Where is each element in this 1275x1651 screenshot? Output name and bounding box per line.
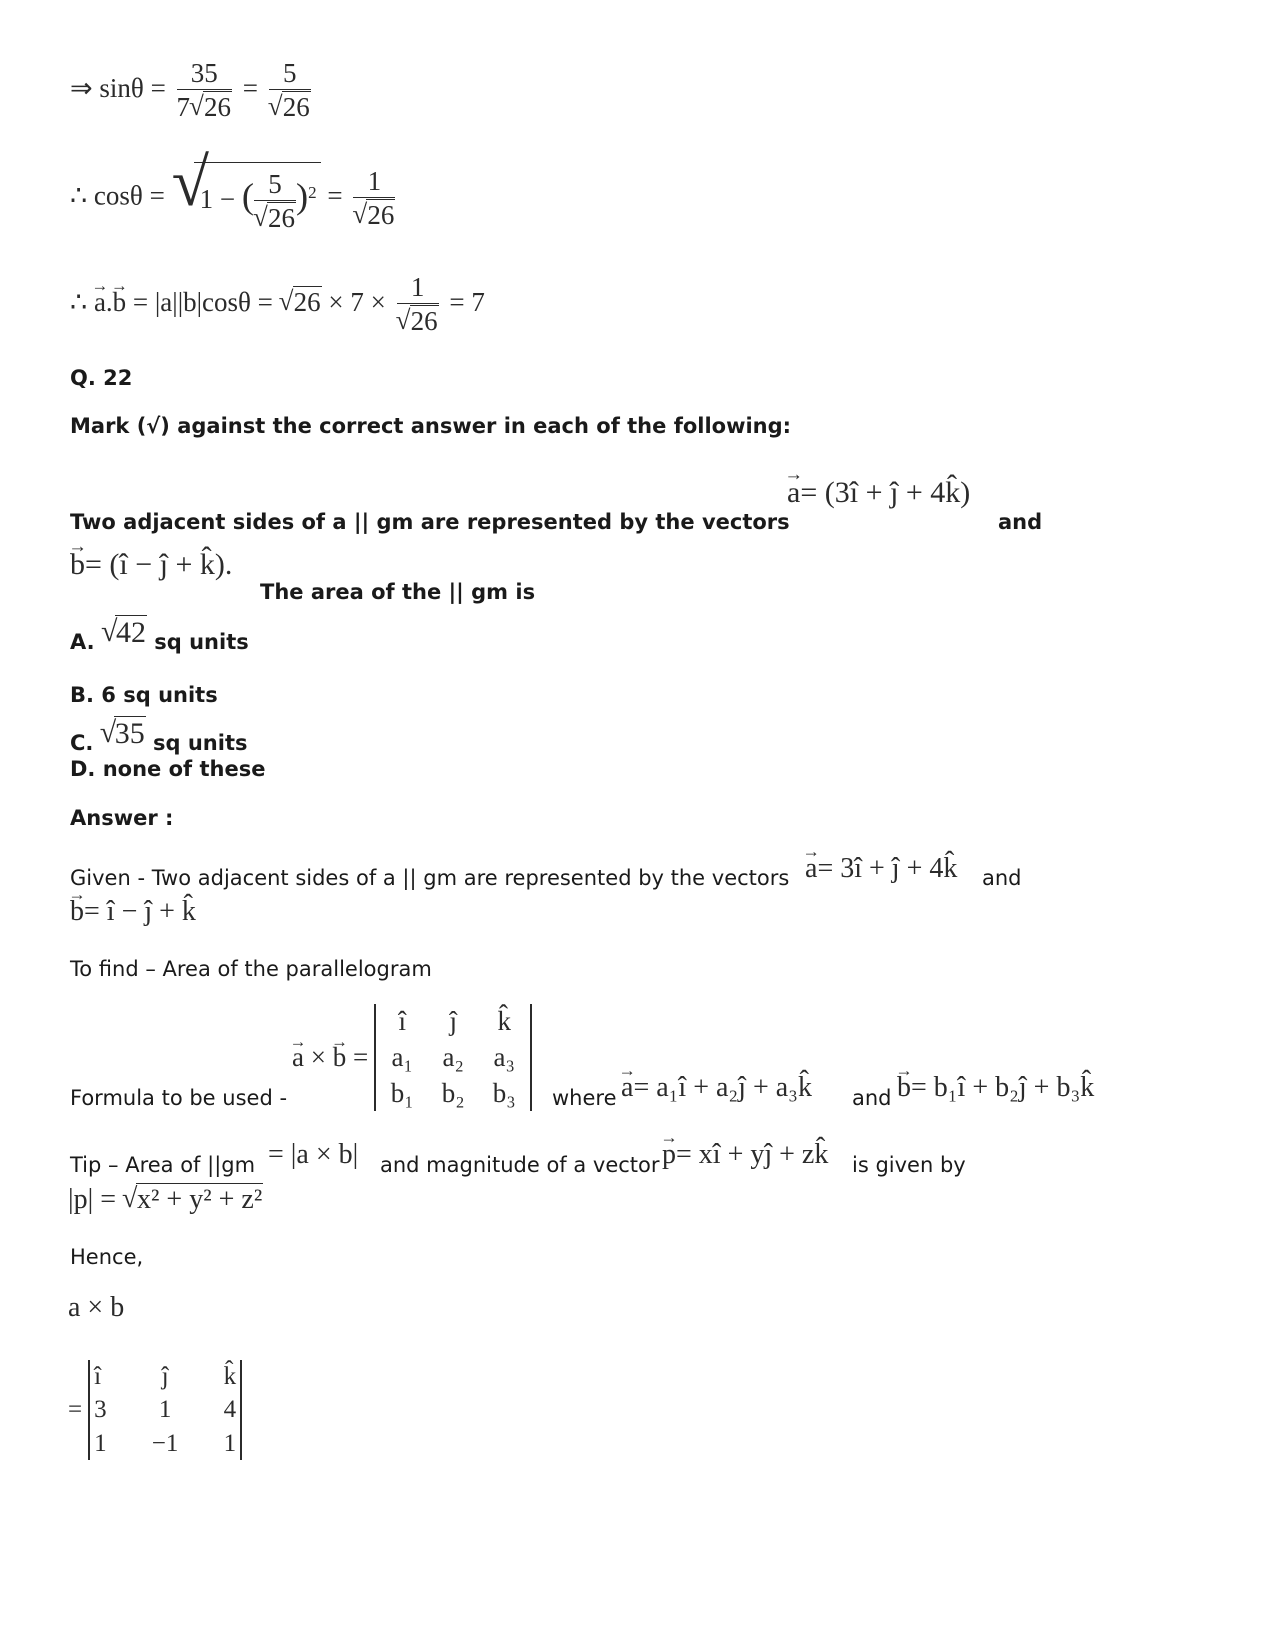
det-a2: a₂ — [442, 1041, 464, 1072]
sin-den-coef: 7 — [176, 92, 191, 123]
tip-p-expr: = xî + yĵ + zk̂ — [676, 1139, 829, 1170]
formula-vector-b: b →= b₁î + b₂ĵ + b₃k̂ — [897, 1072, 1094, 1104]
option-b-label: B. — [70, 683, 94, 707]
option-a-label: A. — [70, 630, 95, 654]
vector-b-definition: b →= (î − ĵ + k̂). — [70, 548, 232, 582]
cdet-a3: 4 — [223, 1396, 237, 1424]
stem-tail: The area of the || gm is — [260, 580, 536, 604]
cdet-b1: 1 — [94, 1429, 107, 1457]
cdet-a1: 3 — [94, 1396, 107, 1424]
formula-where: where — [552, 1086, 617, 1110]
option-c-radicand: 35 — [114, 717, 145, 750]
dot-fraction — [397, 272, 439, 337]
option-d-text: none of these — [102, 757, 266, 781]
cdet-b3: 1 — [223, 1429, 237, 1457]
sin-num-1: 35 — [190, 58, 218, 88]
question-number: Q. 22 — [70, 366, 133, 390]
option-d-label: D. — [70, 757, 96, 781]
cross-product-label: a × b — [68, 1292, 125, 1323]
answer-heading: Answer : — [70, 806, 174, 830]
tip-vector-p: p →= xî + yĵ + zk̂ — [662, 1139, 828, 1171]
given-vector-b: b →= î − ĵ + k̂ — [70, 896, 196, 928]
cos-inner-num: 5 — [268, 169, 282, 199]
cos-exponent: 2 — [308, 182, 317, 202]
given-a-expr: = 3î + ĵ + 4k̂ — [817, 853, 958, 884]
det-a3: a₃ — [493, 1041, 515, 1072]
tip-end: is given by — [852, 1153, 966, 1177]
det-b1: b₁ — [390, 1077, 414, 1108]
formula-label: Formula to be used - — [70, 1086, 288, 1110]
cos-result-radicand: 26 — [367, 199, 395, 230]
option-a-radicand: 42 — [115, 616, 146, 649]
cos-result-num: 1 — [367, 165, 382, 196]
option-b-text: 6 sq units — [101, 683, 218, 707]
option-a[interactable] — [70, 616, 249, 654]
option-a-text: sq units — [154, 630, 249, 654]
formula-cross-product: a → × b → = î ĵ k̂ a₁ a₂ a₃ b₁ b₂ b₃ — [292, 1004, 532, 1111]
question-instruction: Mark (√) against the correct answer in each of the following: — [70, 414, 792, 438]
det-k: k̂ — [497, 1006, 511, 1036]
sin-den-radicand-1: 26 — [204, 92, 232, 123]
det-j: ĵ — [449, 1006, 457, 1036]
cdet-j: ĵ — [161, 1363, 169, 1390]
vector-b-expr: = (î − ĵ + k̂). — [85, 548, 233, 581]
tip-area-formula: = |a × b| — [268, 1139, 359, 1170]
option-c-text: sq units — [153, 731, 248, 755]
tip-mid: and magnitude of a vector — [380, 1153, 660, 1177]
option-d[interactable] — [70, 757, 265, 781]
det-i: î — [398, 1006, 406, 1036]
tip-mag-lhs: |p| = — [68, 1184, 117, 1215]
det-a1: a₁ — [391, 1041, 413, 1072]
given-b-expr: = î − ĵ + k̂ — [84, 896, 196, 927]
given-and: and — [982, 866, 1022, 890]
tip-mag-radicand: x² + y² + z² — [137, 1184, 263, 1215]
stem-and: and — [998, 510, 1043, 534]
dot-times: × 7 × — [328, 286, 386, 317]
cdet-k: k̂ — [223, 1363, 237, 1390]
option-b[interactable] — [70, 683, 218, 707]
cos-one-minus: 1 − — [199, 183, 236, 214]
cdet-b2: −1 — [151, 1429, 179, 1457]
cos-lhs: ∴ cosθ = — [70, 180, 165, 211]
cos-result-fraction — [353, 166, 395, 231]
vector-a-expr: = (3î + ĵ + 4k̂) — [800, 476, 971, 509]
given-text: Given - Two adjacent sides of a || gm are represented by the vectors — [70, 866, 790, 890]
formula-a-expr: = a₁î + a₂ĵ + a₃k̂ — [633, 1072, 812, 1103]
dot-lhs: ∴ — [70, 286, 88, 317]
dot-mid: = |a||b|cosθ = — [132, 286, 273, 317]
formula-determinant — [374, 1004, 532, 1111]
sin-theta-equation: ⇒ sinθ = $\frac{35}{7√ 26}$ = 5 √ 26 — [70, 58, 315, 123]
option-c-label: C. — [70, 731, 94, 755]
cross-determinant — [88, 1360, 242, 1460]
hence-label: Hence, — [70, 1245, 144, 1269]
cos-inner-radicand: 26 — [267, 203, 295, 234]
dot-radicand: 26 — [293, 286, 321, 317]
sin-lhs: ⇒ sinθ = — [70, 72, 166, 103]
dot-product-equation: ∴ a →.b → = |a||b|cosθ = √ 26 × 7 × 1 √ 26 = 7 — [70, 272, 485, 337]
sin-fraction-1 — [177, 58, 233, 123]
cos-theta-equation: ∴ cosθ = √ 1 − ( 5 √ 26 )$^2$ = 1 √ 26 — [70, 162, 399, 234]
det-b3: b₃ — [492, 1077, 516, 1108]
cdet-a2: 1 — [158, 1396, 172, 1424]
given-vector-a: a →= 3î + ĵ + 4k̂ — [805, 853, 957, 885]
sin-num-2: 5 — [283, 58, 297, 88]
det-b2: b₂ — [441, 1077, 465, 1108]
dot-den-radicand: 26 — [410, 306, 438, 337]
option-c[interactable] — [70, 717, 248, 755]
question-stem: Two adjacent sides of a || gm are represented by the vectors — [70, 510, 790, 534]
tip-text: Tip – Area of ||gm — [70, 1153, 256, 1177]
tip-magnitude — [68, 1184, 263, 1216]
cross-product-determinant: = î ĵ k̂ 3 1 4 1 −1 1 — [68, 1360, 242, 1460]
sin-fraction-2 — [269, 58, 311, 123]
to-find: To find – Area of the parallelogram — [70, 957, 432, 981]
vector-a-definition: a →= (3î + ĵ + 4k̂) — [787, 476, 970, 510]
formula-b-expr: = b₁î + b₂ĵ + b₃k̂ — [911, 1072, 1095, 1103]
cos-sqrt: √ 1 − ( 5 √ 26 )$^2$ — [172, 162, 321, 234]
formula-and: and — [852, 1086, 892, 1110]
cdet-i: î — [94, 1363, 102, 1390]
sin-den-radicand-2: 26 — [282, 92, 310, 123]
dot-result: = 7 — [449, 286, 485, 317]
dot-num: 1 — [410, 272, 425, 302]
formula-vector-a: a →= a₁î + a₂ĵ + a₃k̂ — [621, 1072, 812, 1104]
